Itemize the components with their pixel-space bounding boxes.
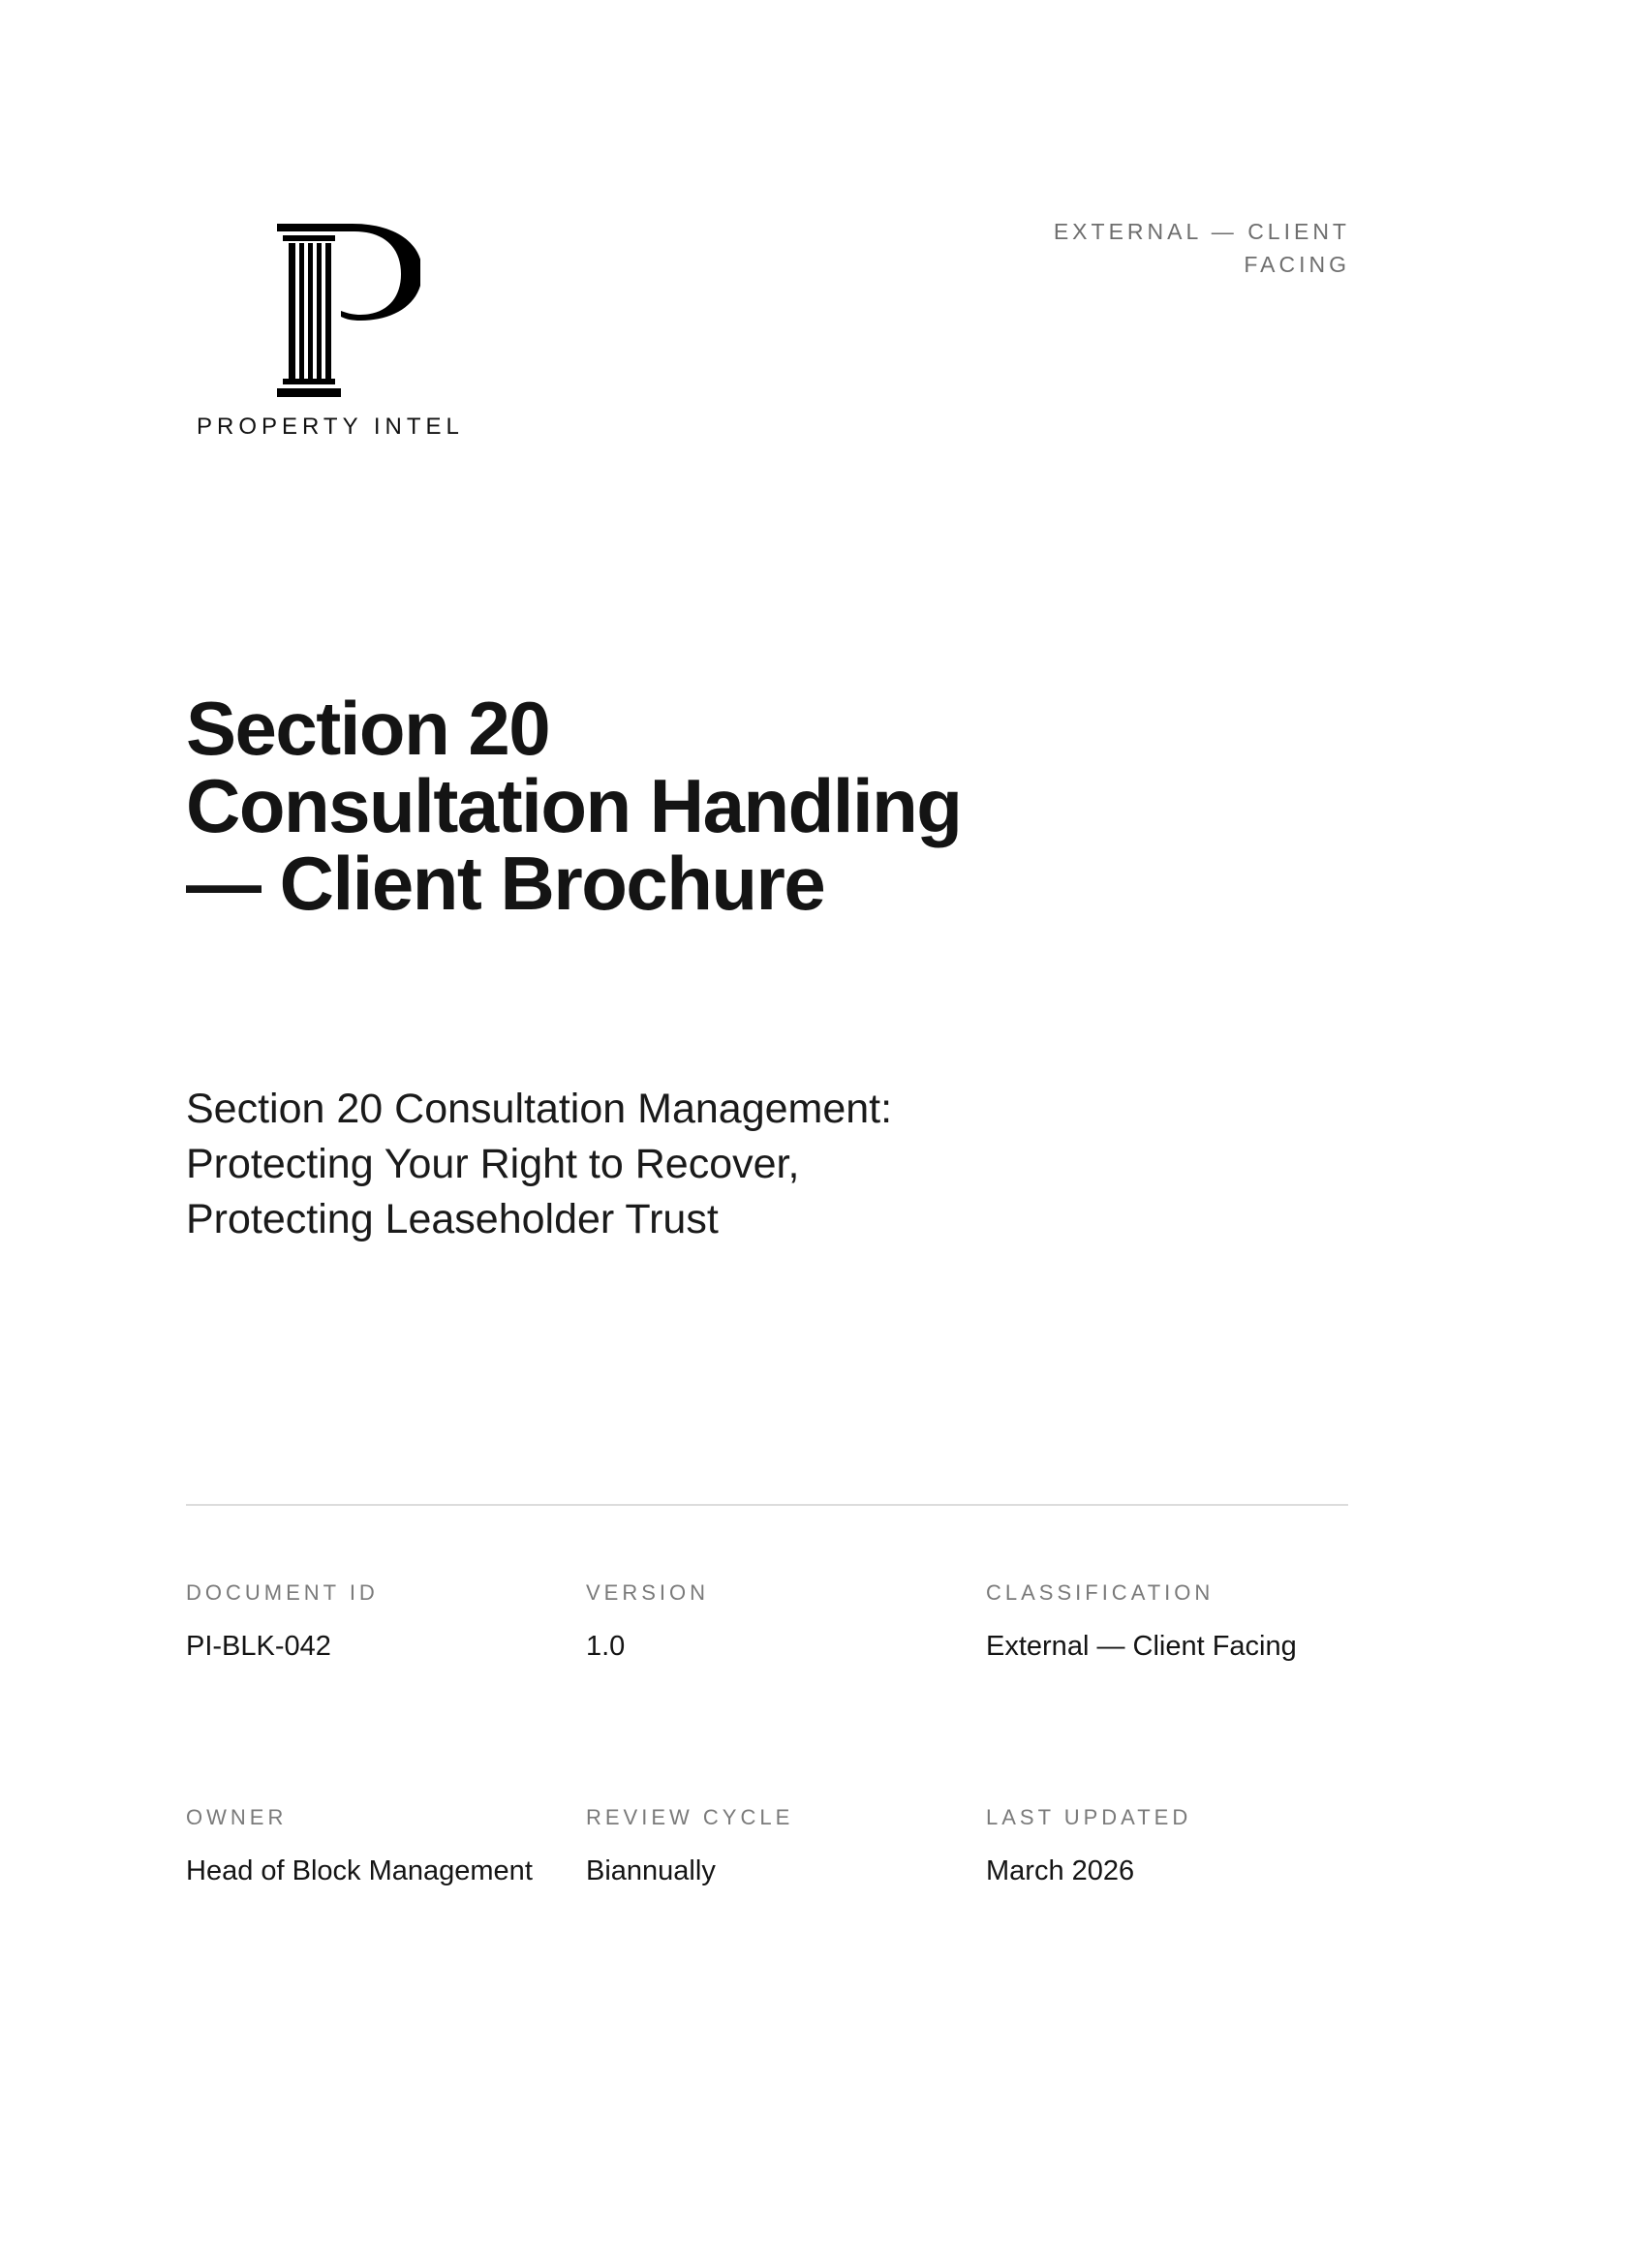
metadata-label: DOCUMENT ID <box>186 1580 379 1605</box>
metadata-review-cycle <box>586 1803 973 1888</box>
document-subtitle-line: Protecting Your Right to Recover, <box>186 1141 800 1187</box>
document-title-line: — Client Brochure <box>186 841 825 926</box>
metadata-label: LAST UPDATED <box>986 1805 1192 1829</box>
brand-name: PROPERTY INTEL <box>197 414 464 440</box>
metadata-version <box>586 1578 973 1664</box>
metadata-row <box>186 1578 1358 1695</box>
metadata-value: 1.0 <box>586 1631 626 1662</box>
metadata-label: CLASSIFICATION <box>986 1580 1215 1605</box>
metadata-owner <box>186 1803 573 1888</box>
divider <box>186 1504 1348 1506</box>
metadata-document-id <box>186 1578 573 1664</box>
metadata-value: Biannually <box>586 1855 716 1886</box>
pillar-p-icon <box>277 224 420 398</box>
metadata-value: External — Client Facing <box>986 1631 1297 1662</box>
metadata-classification <box>986 1578 1373 1664</box>
document-subtitle-line: Protecting Leaseholder Trust <box>186 1196 719 1242</box>
metadata-label: OWNER <box>186 1805 288 1829</box>
document-subtitle-line: Section 20 Consultation Management: <box>186 1086 893 1132</box>
classification-header-line: FACING <box>1244 252 1350 277</box>
metadata-label: REVIEW CYCLE <box>586 1805 794 1829</box>
document-subtitle <box>186 1082 1058 1247</box>
document-title-line: Section 20 <box>186 686 550 771</box>
classification-header-line: EXTERNAL — CLIENT <box>1053 219 1350 244</box>
document-title <box>186 686 980 926</box>
metadata-row <box>186 1803 1358 1919</box>
metadata-value: March 2026 <box>986 1855 1135 1886</box>
metadata-value: Head of Block Management <box>186 1855 533 1886</box>
metadata-value: PI-BLK-042 <box>186 1631 331 1662</box>
metadata-last-updated <box>986 1803 1373 1888</box>
classification-header <box>1040 215 1350 281</box>
document-title-line: Consultation Handling <box>186 763 962 848</box>
metadata-label: VERSION <box>586 1580 710 1605</box>
